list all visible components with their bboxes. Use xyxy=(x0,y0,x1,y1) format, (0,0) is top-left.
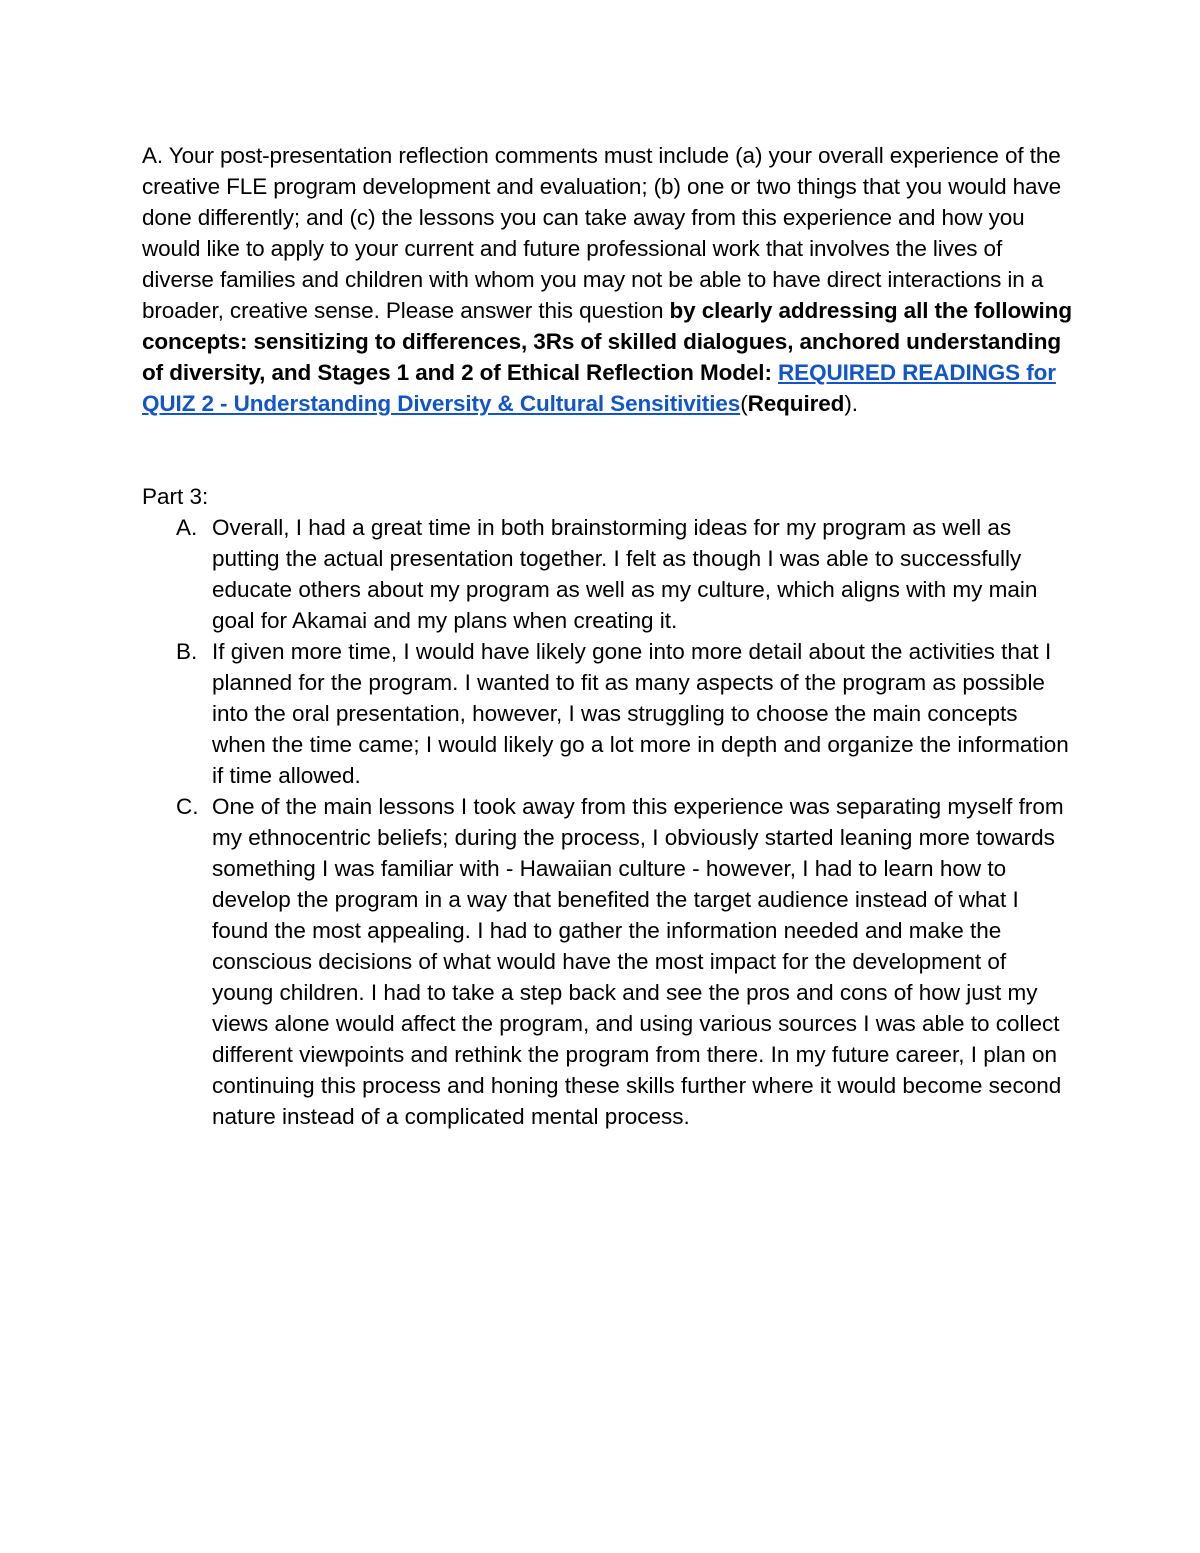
answer-item-a xyxy=(142,512,1072,636)
question-required-concepts: by clearly addressing all the following concepts: sensitizing to differences, 3Rs of skilled dialogues, anchored understanding of diversity, and Stages 1 and 2 of Ethical Reflection Model: xyxy=(142,298,1072,385)
answer-text: If given more time, I would have likely gone into more detail about the activities that I planned for the program. I wanted to fit as many aspects of the program as possible into the oral presentation, however, I was struggling to choose the main concepts when the time came; I would likely go a lot more in depth and organize the information if time allowed. xyxy=(212,639,1069,788)
question-text: A. Your post-presentation reflection comments must include (a) your overall experience of the creative FLE program development and evaluation; (b) one or two things that you would have done differently; and (c) the lessons you can take away from this experience and how you would like to apply to your current and future professional work that involves the lives of diverse families and children with whom you may not be able to have direct interactions in a broader, creative sense. Please answer this question xyxy=(142,143,1062,323)
document-page xyxy=(142,140,1072,1132)
question-prompt xyxy=(142,140,1072,419)
list-marker: A. xyxy=(176,515,198,540)
list-marker: B. xyxy=(176,639,198,664)
required-label: Required xyxy=(747,391,845,416)
paren-close: ). xyxy=(844,391,858,416)
answer-item-b xyxy=(142,636,1072,791)
paren-open: ( xyxy=(740,391,748,416)
required-readings-link[interactable]: REQUIRED READINGS for QUIZ 2 - Understanding Diversity & Cultural Sensitivities xyxy=(142,360,1056,416)
answer-list xyxy=(142,512,1072,1132)
part-heading: Part 3: xyxy=(142,484,209,509)
answer-text: Overall, I had a great time in both brainstorming ideas for my program as well as putting the actual presentation together. I felt as though I was able to successfully educate others about my program as well as my culture, which aligns with my main goal for Akamai and my plans when creating it. xyxy=(212,515,1038,633)
answer-item-c xyxy=(142,791,1072,1132)
answer-text: One of the main lessons I took away from this experience was separating myself from my ethnocentric beliefs; during the process, I obviously started leaning more towards something I was familiar with - Hawaiian culture - however, I had to learn how to develop the program in a way that benefited the target audience instead of what I found the most appealing. I had to gather the information needed and make the conscious decisions of what would have the most impact for the development of young children. I had to take a step back and see the pros and cons of how just my views alone would affect the program, and using various sources I was able to collect different viewpoints and rethink the program from there. In my future career, I plan on continuing this process and honing these skills further where it would become second nature instead of a complicated mental process. xyxy=(212,794,1064,1129)
list-marker: C. xyxy=(176,794,199,819)
